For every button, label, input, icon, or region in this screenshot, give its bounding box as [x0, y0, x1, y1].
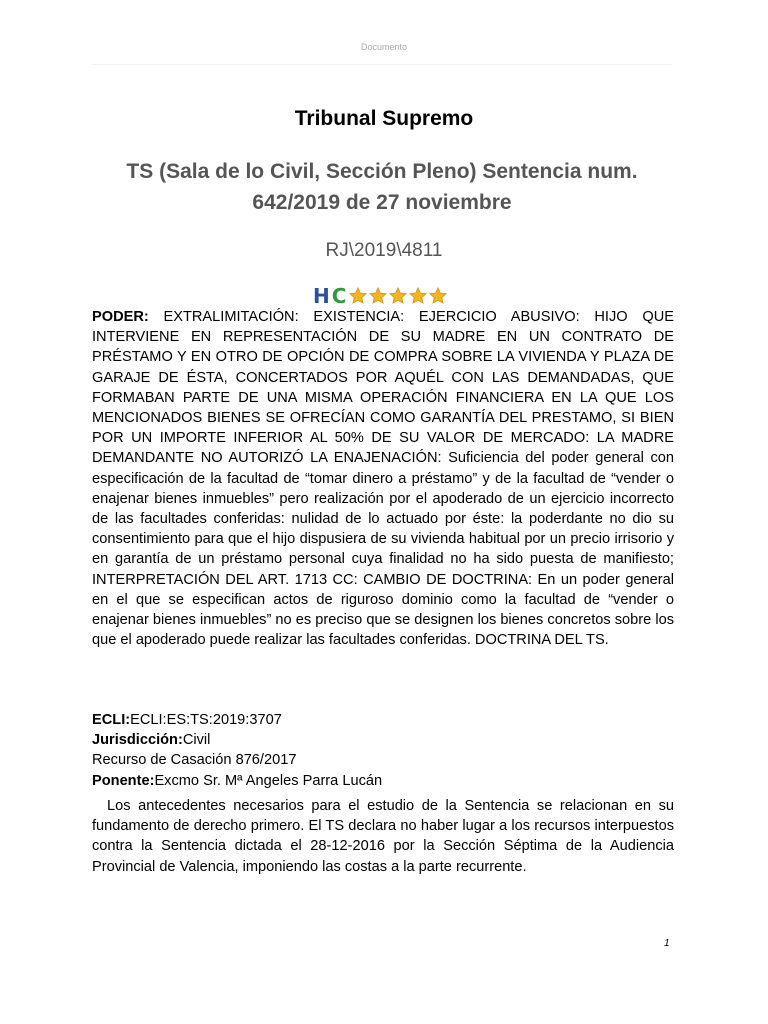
ponente-value: Excmo Sr. Mª Angeles Parra Lucán — [154, 772, 383, 789]
ecli-value: ECLI:ES:TS:2019:3707 — [130, 712, 282, 728]
rating-stars — [348, 286, 448, 306]
summary-text: EXTRALIMITACIÓN: EXISTENCIA: EJERCICIO ABUSIVO: HIJO QUE INTERVIENE EN REPRESENTACIÓN DE SU MADRE EN UN CONTRATO DE PRÉSTAMO Y EN OTRO DE OPCIÓN DE COMPRA SOBRE LA VIVIENDA Y PLAZA DE GARAJE DE ÉSTA, CONCERTADOS POR AQUÉL CON LAS DEMANDADAS, QUE FORMABAN PARTE DE UNA MISMA OPERACIÓN FINANCIERA EN LA QUE LOS MENCIONADOS BIENES SE OFRECÍAN COMO GARANTÍA DEL PRESTAMO, SI BIEN POR UN IMPORTE INFERIOR AL 50% DE SU VALOR DE MERCADO: LA MADRE DEMANDANTE NO AUTORIZÓ LA ENAJENACIÓN: Suficiencia del poder general con especificación de la facultad de “tomar dinero a préstamo” y de la facultad de “vender o enajenar bienes inmuebles” pero realización por el apoderado de un ejercicio incorrecto de las facultades conferidas: nulidad de lo actuado por éste: la poderdante no dio su consentimiento para que el hijo dispusiera de su vivienda habitual por un precio irrisorio y en garantía de un préstamo personal cuya finalidad no ha sido puesta de manifiesto; INTERPRETACIÓN DEL ART. 1713 CC: CAMBIO DE DOCTRINA: En un poder general en el que se especifican actos de riguroso dominio como la facultad de “vender o enajenar bienes inmuebles” no es preciso que se designen los bienes concretos sobre los que el apoderado puede realizar las facultades conferidas. DOCTRINA DEL TS. — [92, 309, 674, 649]
metadata-block — [92, 710, 674, 791]
ponente-label: Ponente: — [92, 772, 155, 789]
rating-badge — [313, 286, 448, 306]
header-divider — [92, 64, 672, 65]
recurso-line: Recurso de Casación 876/2017 — [92, 752, 297, 769]
star-icon — [368, 286, 388, 306]
hc-logo-h: H — [313, 284, 330, 308]
ponente-line — [92, 771, 674, 791]
ecli-line — [92, 710, 674, 730]
summary-lead: PODER: — [92, 309, 149, 325]
document-header-label: Documento — [360, 42, 408, 52]
intro-paragraph: Los antecedentes necesarios para el estudio de la Sentencia se relacionan en su fundamento de derecho primero. El TS declara no haber lugar a los recursos interpuestos contra la Sentencia dictada el 28-12-2016 por la Sección Séptima de la Audiencia Provincial de Valencia, imponiendo las costas a la parte recurrente. — [92, 798, 674, 875]
star-icon — [348, 286, 368, 306]
summary-paragraph — [92, 307, 674, 650]
jurisdiccion-line — [92, 730, 674, 750]
hc-logo-c: C — [331, 284, 347, 308]
ecli-label: ECLI: — [92, 712, 131, 728]
sentence-title: TS (Sala de lo Civil, Sección Pleno) Sentencia num. 642/2019 de 27 noviembre — [126, 160, 638, 214]
court-name: Tribunal Supremo — [294, 107, 474, 130]
jurisdiccion-label: Jurisdicción: — [92, 732, 183, 749]
star-icon — [388, 286, 408, 306]
reference-number: RJ\2019\4811 — [325, 240, 443, 261]
page-number: 1 — [664, 938, 670, 949]
star-icon — [428, 286, 448, 306]
star-icon — [408, 286, 428, 306]
jurisdiccion-value: Civil — [182, 732, 211, 749]
